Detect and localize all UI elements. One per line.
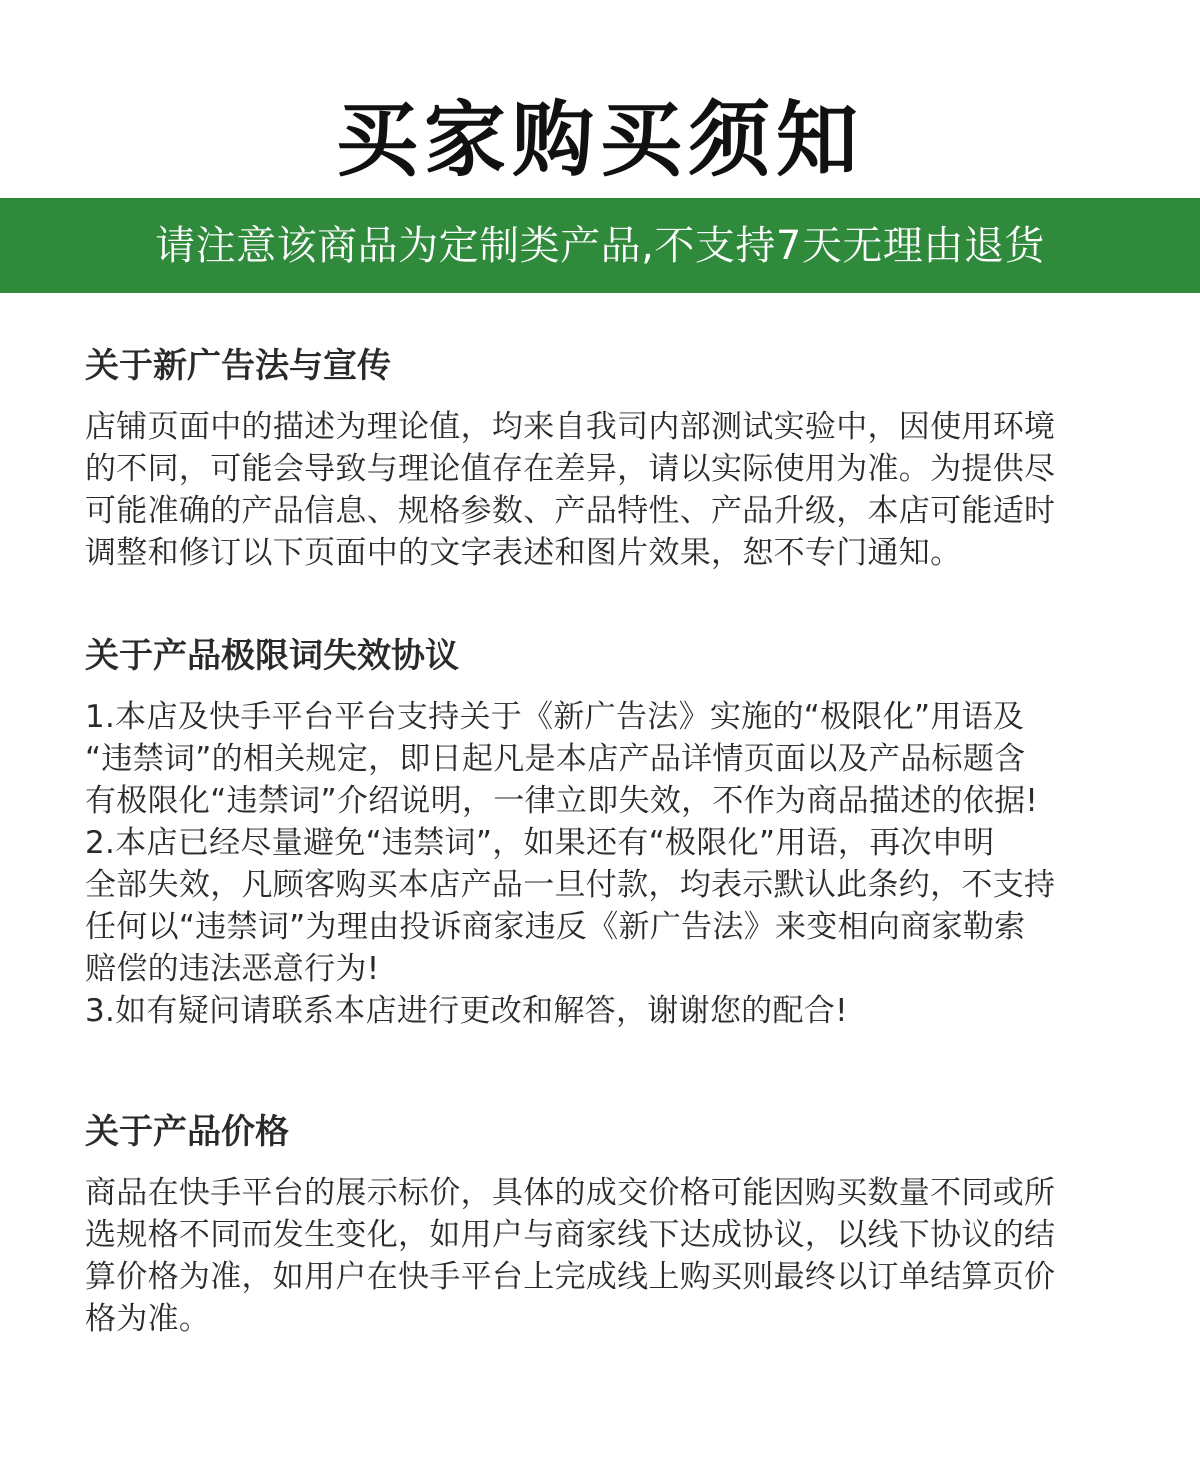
paragraph-line: 算价格为准，如用户在快手平台上完成线上购买则最终以订单结算页价 — [85, 1259, 1056, 1295]
paragraph-line: 全部失效，凡顾客购买本店产品一旦付款，均表示默认此条约，不支持 — [85, 867, 1056, 903]
section-paragraph — [85, 1172, 1145, 1340]
paragraph-line: 有极限化“违禁词”介绍说明，一律立即失效，不作为商品描述的依据! — [85, 783, 1039, 819]
no-return-notice-banner — [0, 198, 1200, 293]
paragraph-line: 2.本店已经尽量避免“违禁词”，如果还有“极限化”用语，再次申明 — [85, 825, 995, 861]
paragraph-line: 选规格不同而发生变化，如用户与商家线下达成协议，以线下协议的结 — [85, 1217, 1056, 1253]
paragraph-line: 店铺页面中的描述为理论值，均来自我司内部测试实验中，因使用环境 — [85, 409, 1056, 445]
paragraph-line: 的不同，可能会导致与理论值存在差异，请以实际使用为准。为提供尽 — [85, 451, 1056, 487]
paragraph-line: “违禁词”的相关规定，即日起凡是本店产品详情页面以及产品标题含 — [85, 741, 1026, 777]
section-heading: 关于新广告法与宣传 — [85, 346, 391, 386]
paragraph-line: 任何以“违禁词”为理由投诉商家违反《新广告法》来变相向商家勒索 — [85, 909, 1026, 945]
paragraph-line: 格为准。 — [85, 1301, 211, 1337]
section-product-price — [85, 1110, 1145, 1340]
paragraph-line: 赔偿的违法恶意行为! — [85, 951, 380, 987]
section-ad-law — [85, 344, 1145, 574]
paragraph-line: 调整和修订以下页面中的文字表述和图片效果，恕不专门通知。 — [85, 535, 962, 571]
section-heading: 关于产品极限词失效协议 — [85, 636, 459, 676]
section-paragraph — [85, 696, 1145, 1032]
section-heading: 关于产品价格 — [85, 1112, 289, 1152]
paragraph-line: 3.如有疑问请联系本店进行更改和解答，谢谢您的配合! — [85, 993, 848, 1029]
paragraph-line: 可能准确的产品信息、规格参数、产品特性、产品升级，本店可能适时 — [85, 493, 1056, 529]
page-title: 买家购买须知 — [335, 93, 864, 188]
section-paragraph — [85, 406, 1145, 574]
section-extreme-words-agreement — [85, 634, 1145, 1032]
no-return-notice-text: 请注意该商品为定制类产品,不支持7天无理由退货 — [155, 222, 1045, 269]
paragraph-line: 1.本店及快手平台平台支持关于《新广告法》实施的“极限化”用语及 — [85, 699, 1025, 735]
paragraph-line: 商品在快手平台的展示标价，具体的成交价格可能因购买数量不同或所 — [85, 1175, 1056, 1211]
